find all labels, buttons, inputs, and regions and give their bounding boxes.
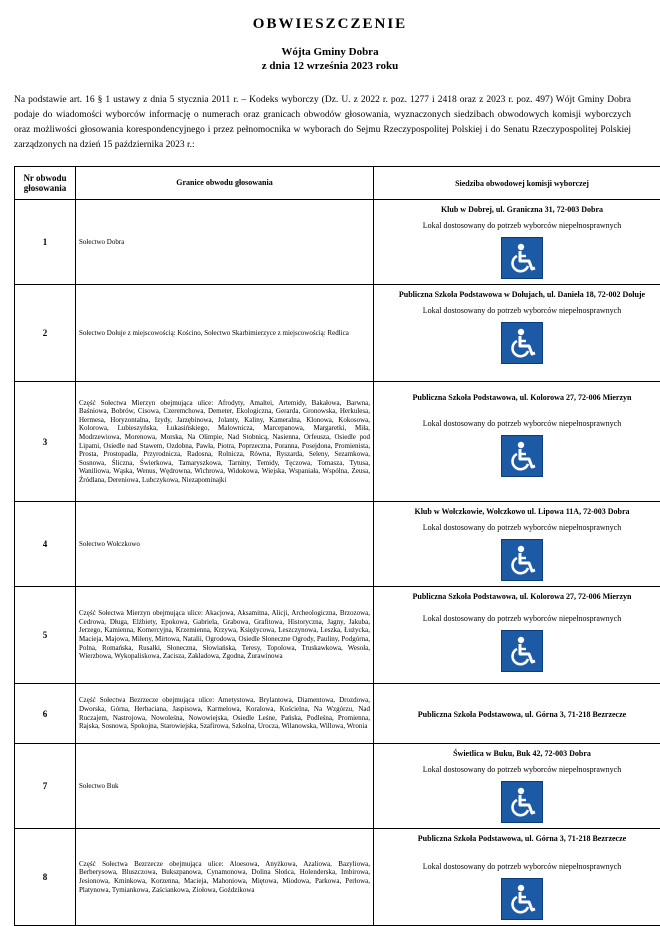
commission-seat-cell [374, 502, 660, 587]
document-title: OBWIESZCZENIE [0, 16, 660, 33]
table-row [15, 684, 660, 744]
commission-seat-cell [374, 684, 660, 744]
accessible-note: Lokal dostosowany do potrzeb wyborców niepełnosprawnych [377, 522, 660, 533]
accessible-note: Lokal dostosowany do potrzeb wyborców niepełnosprawnych [377, 220, 660, 231]
commission-seat: Publiczna Szkoła Podstawowa, ul. Górna 3, 71-218 Bezrzecze [377, 830, 660, 847]
commission-seat-cell [374, 744, 660, 829]
districts-table [14, 166, 660, 926]
commission-seat: Świetlica w Buku, Buk 42, 72-003 Dobra [377, 745, 660, 762]
commission-seat: Publiczna Szkoła Podstawowa w Dołujach, ul. Daniela 18, 72-002 Dołuje [377, 286, 660, 303]
issuer-line: Wójta Gminy Dobra [0, 46, 660, 58]
commission-seat-cell [374, 829, 660, 926]
district-boundaries: Część Sołectwa Bezrzecze obejmująca ulice: Ametystowa, Brylantowa, Diamentowa, Drozdowa, Dworska, Górna, Herbaciana, Jaspisowa, Karmelowa, Koralowa, Kościelna, Na Wzgórzu, Nad Ruczajem, Nastrojowa, Nowoleśna, Nowowiejska, Osiedle Leśne, Pańska, Podleśna, Promienna, Rajska, Sosnowa, Spokojna, Starowiejska, Szafirowa, Szkolna, Urocza, Wilanowska, Willowa, Wronia [76, 684, 374, 744]
district-number: 7 [15, 744, 76, 829]
table-row [15, 502, 660, 587]
header-nr: Nr obwodu głosowania [15, 167, 76, 200]
accessible-note: Lokal dostosowany do potrzeb wyborców niepełnosprawnych [377, 764, 660, 775]
accessible-note: Lokal dostosowany do potrzeb wyborców niepełnosprawnych [377, 305, 660, 316]
commission-seat-cell [374, 200, 660, 285]
commission-seat: Publiczna Szkoła Podstawowa, ul. Kolorowa 27, 72-006 Mierzyn [377, 588, 660, 605]
table-row [15, 200, 660, 285]
table-row [15, 744, 660, 829]
district-boundaries: Sołectwo Dołuje z miejscowością: Kościno, Sołectwo Skarbimierzyce z miejscowością: Redlica [76, 285, 374, 382]
intro-paragraph: Na podstawie art. 16 § 1 ustawy z dnia 5 stycznia 2011 r. – Kodeks wyborczy (Dz. U. z 2022 r. poz. 1277 i 2418 oraz z 2023 r. poz. 497) Wójt Gminy Dobra podaje do wiadomości wyborców informację o numerach oraz granicach obwodów głosowania, wyznaczonych siedzibach obwodowych komisji wyborczych oraz możliwości głosowania korespondencyjnego i przez pełnomocnika w wyborach do Sejmu Rzeczypospolitej Polskiej i do Senatu Rzeczypospolitej Polskiej zarządzonych na dzień 15 października 2023 r.: [14, 93, 631, 153]
district-boundaries: Część Sołectwa Mierzyn obejmująca ulice: Akacjowa, Aksamitna, Alicji, Archeologiczna, Brzozowa, Cedrowa, Długa, Elżbiety, Epokowa, Gabriela, Grabowa, Grafitowa, Historyczna, Jagny, Jakuba, Jerzego, Kamienna, Komercyjna, Krzemienna, Krzywa, Księżycowa, Leszczynowa, Leszka, Łużycka, Macieja, Majowa, Miłeny, Mirtowa, Natalii, Ogrodowa, Osiedle Słoneczne Ogrody, Pauliny, Podgórna, Polna, Romańska, Rusałki, Słoneczna, Słowiańska, Teresy, Topolowa, Truskawkowa, Wesoła, Wierzbowa, Wykopaliskowa, Zacisza, Zakładowa, Zgodna, Żurawinowa [76, 587, 374, 684]
district-number: 6 [15, 684, 76, 744]
district-boundaries: Część Sołectwa Mierzyn obejmująca ulice: Afrodyty, Amaltei, Artemidy, Bakałowa, Barwna, Baśniowa, Bobrów, Cisowa, Czeremchowa, Demeter, Ekologiczna, Gerarda, Gronowska, Herkulesa, Hermesa, Horyzontalna, Izydy, Jarzębinowa, Jolanty, Kaliny, Kameralna, Klonowa, Kokosowa, Kolorowa, Lubieszyńska, Łukasińskiego, Malownicza, Marcepanowa, Margaretki, Miła, Modrzewiowa, Morenowa, Morska, Na Olimpie, Nad Stobnicą, Nasienna, Orfeusza, Osiedle pod Lipami, Osiedle nad Stawem, Ozdobna, Pawła, Piotra, Poprzeczna, Poranna, Posejdona, Promienista, Prosta, Prostopadła, Przyrodnicza, Radosna, Rolnicza, Równa, Ryszarda, Seleny, Sezamkowa, Sosnowa, Śliczna, Świerkowa, Tamaryszkowa, Tarniny, Temidy, Tęczowa, Tomasza, Tytusa, Waniliowa, Wąska, Wenus, Wędrowna, Wichrowa, Widokowa, Wiejska, Wspaniała, Wspólna, Zeusa, Źródlana, Dereniowa, Lubczykowa, Niezapominajki [76, 382, 374, 502]
district-number: 5 [15, 587, 76, 684]
wheelchair-icon [501, 539, 543, 581]
header-granice: Granice obwodu głosowania [76, 167, 374, 200]
date-line: z dnia 12 września 2023 roku [0, 60, 660, 72]
accessible-note: Lokal dostosowany do potrzeb wyborców niepełnosprawnych [377, 613, 660, 624]
accessible-note: Lokal dostosowany do potrzeb wyborców niepełnosprawnych [377, 861, 660, 872]
wheelchair-icon [501, 630, 543, 672]
table-row [15, 285, 660, 382]
wheelchair-icon [501, 237, 543, 279]
district-boundaries: Sołectwo Dobra [76, 200, 374, 285]
table-row [15, 829, 660, 926]
table-row [15, 382, 660, 502]
commission-seat: Klub w Dobrej, ul. Graniczna 31, 72-003 Dobra [377, 201, 660, 218]
commission-seat-cell [374, 587, 660, 684]
header-siedziba: Siedziba obwodowej komisji wyborczej [374, 167, 660, 200]
district-number: 4 [15, 502, 76, 587]
district-number: 3 [15, 382, 76, 502]
wheelchair-icon [501, 781, 543, 823]
district-boundaries: Część Sołectwa Bezrzecze obejmująca ulice: Aloesowa, Anyżkowa, Azaliowa, Bazyliowa, Berberysowa, Bluszczowa, Bukszpanowa, Cynamonowa, Dolina Słońca, Holenderska, Imbirowa, Jesionowa, Kminkowa, Korzenna, Macieja, Mahoniowa, Miętowa, Miodowa, Parkowa, Perłowa, Platynowa, Tymiankowa, Zaściankowa, Ziołowa, Goździkowa [76, 829, 374, 926]
accessible-note: Lokal dostosowany do potrzeb wyborców niepełnosprawnych [377, 418, 660, 429]
commission-seat-cell [374, 382, 660, 502]
commission-seat: Publiczna Szkoła Podstawowa, ul. Górna 3, 71-218 Bezrzecze [377, 706, 660, 723]
table-header-row [15, 167, 660, 200]
commission-seat: Publiczna Szkoła Podstawowa, ul. Kolorowa 27, 72-006 Mierzyn [377, 389, 660, 406]
table-row [15, 587, 660, 684]
district-number: 2 [15, 285, 76, 382]
district-number: 1 [15, 200, 76, 285]
district-number: 8 [15, 829, 76, 926]
wheelchair-icon [501, 322, 543, 364]
wheelchair-icon [501, 878, 543, 920]
commission-seat: Klub w Wołczkowie, Wołczkowo ul. Lipowa 11A, 72-003 Dobra [377, 503, 660, 520]
commission-seat-cell [374, 285, 660, 382]
district-boundaries: Sołectwo Wołczkowo [76, 502, 374, 587]
wheelchair-icon [501, 435, 543, 477]
district-boundaries: Sołectwo Buk [76, 744, 374, 829]
